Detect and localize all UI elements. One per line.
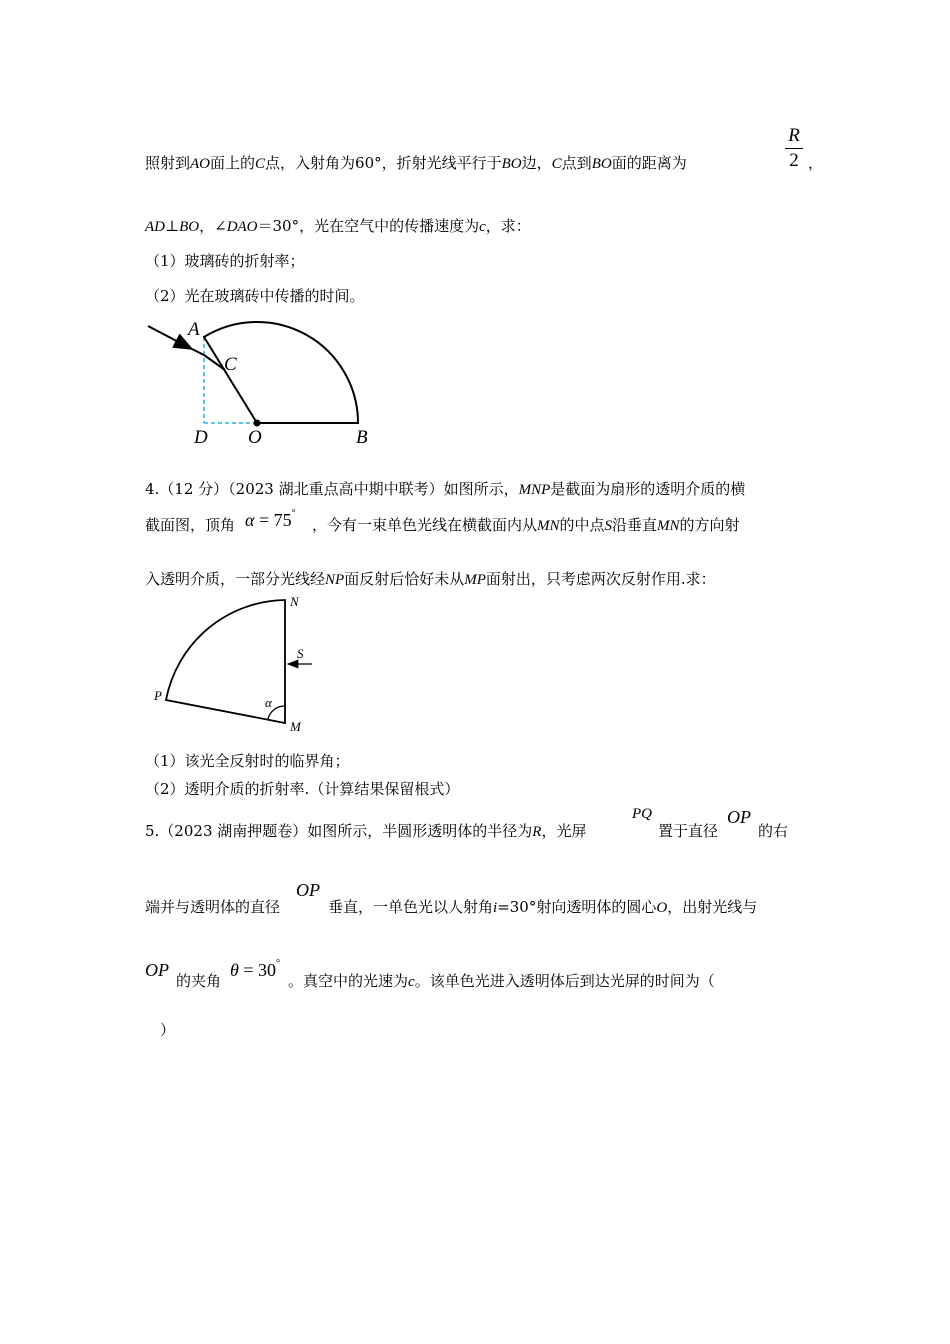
symbol-op-1: OP [727,807,751,827]
p4-question-1: （1）该光全反射时的临界角； [145,752,350,770]
fraction-numerator: R [788,125,800,146]
p4-line1: 4.（12 分）（2023 湖北重点高中期中联考）如图所示，MNP是截面为扇形的透明介质的横 [145,480,746,498]
p4-line2-rest: ，今有一束单色光线在横截面内从MN的中点S沿垂直MN的方向射 [312,516,740,534]
equation-theta-30: θ = 30° [230,958,280,980]
label-alpha: α [265,695,272,710]
p5-line1: 5.（2023 湖南押题卷）如图所示，半圆形透明体的半径为R，光屏 [145,822,587,840]
label-m: M [290,719,301,734]
symbol-pq: PQ [632,806,652,822]
p5-line1-end: 的右 [758,822,789,840]
p4-line2: 截面图，顶角 [145,516,236,534]
point-o [254,420,261,427]
p5-line3-rest: 。真空中的光速为c。该单色光进入透明体后到达光屏的时间为（ [288,972,715,990]
p5-line1-mid: 置于直径 [658,822,719,840]
p5-line2-rest: 垂直，一单色光以人射角i=30°射向透明体的圆心O，出射光线与 [328,898,758,916]
incident-ray-tail [188,347,204,355]
refracted-ray [204,355,225,370]
label-s: S [297,646,304,661]
p4-line3: 入透明介质，一部分光线经NP面反射后恰好未从MP面射出，只考虑两次反射作用.求： [145,570,716,588]
p3-question-2: （2）光在玻璃砖中传播的时间。 [145,287,365,305]
label-n: N [290,594,299,609]
figure-sector-mnp [150,592,325,737]
p5-line2: 端并与透明体的直径 [145,898,281,916]
p3-line1-comma: ， [808,154,824,172]
label-a: A [188,319,200,340]
symbol-op-3: OP [145,960,169,980]
equation-alpha-75: α = 75° [245,508,296,530]
label-c: C [224,354,237,375]
p3-question-1: （1）玻璃砖的折射率； [145,252,305,270]
label-o: O [248,427,262,448]
fraction-bar [785,148,803,149]
label-d: D [194,427,208,448]
incident-ray [148,326,190,348]
p3-line1: 照射到AO面上的C点，入射角为60°，折射光线平行于BO边，C点到BO面的距离为 [145,154,687,172]
label-p: P [154,688,162,703]
label-b: B [356,427,368,448]
p5-line3-mid: 的夹角 [176,972,222,990]
symbol-op-2: OP [296,880,320,900]
fraction-r-over-2 [783,125,805,172]
fraction-denominator: 2 [789,150,799,171]
p4-question-2: （2）透明介质的折射率.（计算结果保留根式） [145,780,460,798]
figure-sector-glass-brick [140,315,390,450]
p3-line2: AD⊥BO，∠DAO＝30°，光在空气中的传播速度为c，求： [145,217,531,235]
p5-line4: ） [160,1021,176,1039]
